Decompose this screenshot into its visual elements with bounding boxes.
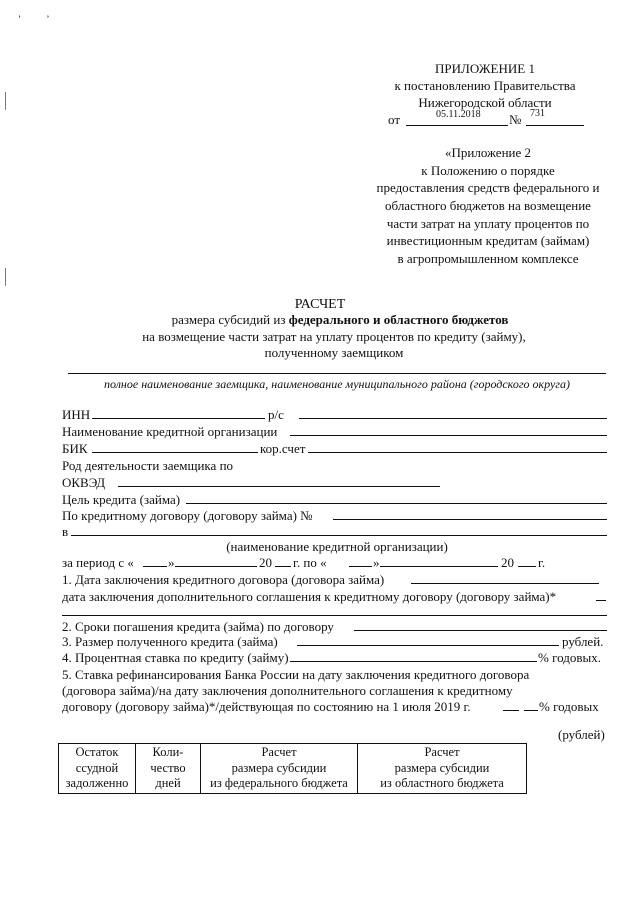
- header-text: дней: [155, 776, 181, 791]
- period-start-year-field[interactable]: [275, 554, 291, 567]
- period-end-day-field[interactable]: [349, 554, 372, 567]
- decree-number: 731: [530, 108, 545, 119]
- header-text: чество: [150, 760, 186, 775]
- header-text: из областного бюджета: [380, 776, 504, 791]
- header-text: размера субсидии: [394, 760, 490, 775]
- item1-field[interactable]: [411, 571, 599, 584]
- period-quote-2: »: [373, 555, 380, 570]
- header-text: Коли-: [152, 745, 184, 759]
- item5-line2: (договора займа)/на дату заключения дополнительного соглашения к кредитному: [62, 683, 513, 698]
- bik-label: БИК: [62, 441, 88, 456]
- item3-unit: рублей.: [562, 634, 604, 649]
- heading-line2: на возмещение части затрат на уплату процентов по кредиту (займу),: [142, 329, 526, 344]
- purpose-label: Цель кредита (займа): [62, 492, 181, 507]
- appendix2-line: областного бюджетов на возмещение: [385, 198, 591, 214]
- calc-table: [58, 743, 527, 794]
- item1b-field[interactable]: [596, 588, 606, 601]
- table-header-cell: [358, 744, 527, 794]
- rs-label: р/с: [268, 407, 284, 422]
- number-underline: [526, 125, 584, 126]
- appendix2-line: в агропромышленном комплексе: [397, 251, 579, 267]
- no-label: №: [509, 112, 522, 127]
- period-end-month-field[interactable]: [380, 554, 498, 567]
- appendix2-line: части затрат на уплату процентов по: [386, 215, 590, 231]
- item5-unit: % годовых: [539, 699, 599, 714]
- korschet-label: кор.счет: [260, 441, 306, 456]
- item5-line3: договору (договору займа)*/действующая по состоянию на 1 июля 2019 г.: [62, 699, 471, 714]
- item5-line1: 5. Ставка рефинансирования Банка России на дату заключения кредитного договора: [62, 667, 530, 682]
- appendix2-line: предоставления средств федерального и: [376, 180, 600, 196]
- appendix1-line1: к постановлению Правительства: [394, 77, 576, 93]
- item1b-extra-line[interactable]: [62, 603, 607, 616]
- from-label: от: [388, 112, 401, 127]
- inn-field[interactable]: [92, 406, 265, 419]
- appendix1-line2: Нижегородской области: [418, 94, 552, 110]
- period-end-year-field[interactable]: [518, 554, 536, 567]
- bik-field[interactable]: [92, 440, 258, 453]
- appendix2-block: [362, 144, 614, 268]
- appendix2-line: «Приложение 2: [444, 145, 532, 160]
- header-text: Расчет: [424, 745, 460, 759]
- appendix2-line: инвестиционным кредитам (займам): [386, 233, 590, 249]
- heading-line1-bold: федерального и областного бюджетов: [288, 312, 509, 327]
- item3-label: 3. Размер полученного кредита (займа): [62, 634, 278, 649]
- okved-label-2: ОКВЭД: [62, 475, 106, 490]
- period-to-label: г. по «: [293, 555, 327, 570]
- bank-in-field[interactable]: [71, 523, 607, 536]
- appendix1-date-line: [388, 108, 588, 128]
- period-start-month-field[interactable]: [175, 554, 257, 567]
- table-header-cell: [59, 744, 136, 794]
- appendix2-line: к Положению о порядке: [421, 162, 555, 178]
- table-header-cell: [201, 744, 358, 794]
- purpose-field[interactable]: [186, 491, 607, 504]
- header-text: Остаток: [75, 745, 119, 759]
- doc-title: РАСЧЕТ: [294, 297, 346, 312]
- period-quote: »: [168, 555, 175, 570]
- period-year-prefix-2: 20: [501, 555, 514, 570]
- header-text: задолженно: [65, 776, 129, 791]
- inn-label: ИНН: [62, 407, 91, 422]
- heading-line1: [0, 312, 640, 329]
- heading-line1-pre: размера субсидий из: [171, 312, 289, 327]
- item1-label: 1. Дата заключения кредитного договора (договора займа): [62, 572, 385, 587]
- bank-caption: (наименование кредитной организации): [226, 539, 448, 554]
- header-text: ссудной: [75, 760, 119, 775]
- okved-label-1: Род деятельности заемщика по: [62, 458, 234, 473]
- table-header-row: [59, 744, 527, 794]
- period-label: за период с «: [62, 555, 134, 570]
- korschet-field[interactable]: [308, 440, 607, 453]
- bank-name-label: Наименование кредитной организации: [62, 424, 278, 439]
- agreement-label: По кредитному договору (договору займа) №: [62, 508, 313, 523]
- in-label: в: [62, 524, 69, 539]
- item1b-label: дата заключения дополнительного соглашения к кредитному договору (договору займа)*: [62, 589, 557, 604]
- period-g-label: г.: [538, 555, 546, 570]
- item2-label: 2. Сроки погашения кредита (займа) по договору: [62, 619, 334, 634]
- header-text: размера субсидии: [231, 760, 327, 775]
- period-start-day-field[interactable]: [143, 554, 167, 567]
- borrower-caption: полное наименование заемщика, наименование муниципального района (городского округа): [104, 377, 570, 391]
- appendix1-title: ПРИЛОЖЕНИЕ 1: [435, 61, 535, 76]
- scan-edge-mark: [5, 92, 6, 110]
- header-text: из федерального бюджета: [210, 776, 348, 791]
- rub-note: (рублей): [558, 727, 605, 742]
- borrower-underline: [68, 373, 606, 374]
- heading-line3: полученному заемщиком: [264, 345, 404, 360]
- item2-field[interactable]: [354, 618, 607, 631]
- scan-marks: ’’: [18, 14, 76, 24]
- item4-label: 4. Процентная ставка по кредиту (займу): [62, 650, 289, 665]
- decree-date: 05.11.2018: [436, 109, 481, 120]
- appendix1-block: [380, 61, 590, 112]
- item5-field-a[interactable]: [503, 698, 519, 711]
- item4-unit: % годовых.: [538, 650, 601, 665]
- agreement-number-field[interactable]: [333, 507, 607, 520]
- rs-field[interactable]: [299, 406, 607, 419]
- item4-field[interactable]: [290, 649, 537, 662]
- scan-edge-mark: [5, 268, 6, 286]
- period-year-prefix: 20: [259, 555, 272, 570]
- bank-name-field[interactable]: [290, 423, 607, 436]
- table-header-cell: [136, 744, 201, 794]
- date-underline: [406, 125, 508, 126]
- header-text: Расчет: [261, 745, 297, 759]
- item3-field[interactable]: [297, 633, 559, 646]
- okved-field[interactable]: [118, 474, 440, 487]
- item5-field-b[interactable]: [524, 698, 538, 711]
